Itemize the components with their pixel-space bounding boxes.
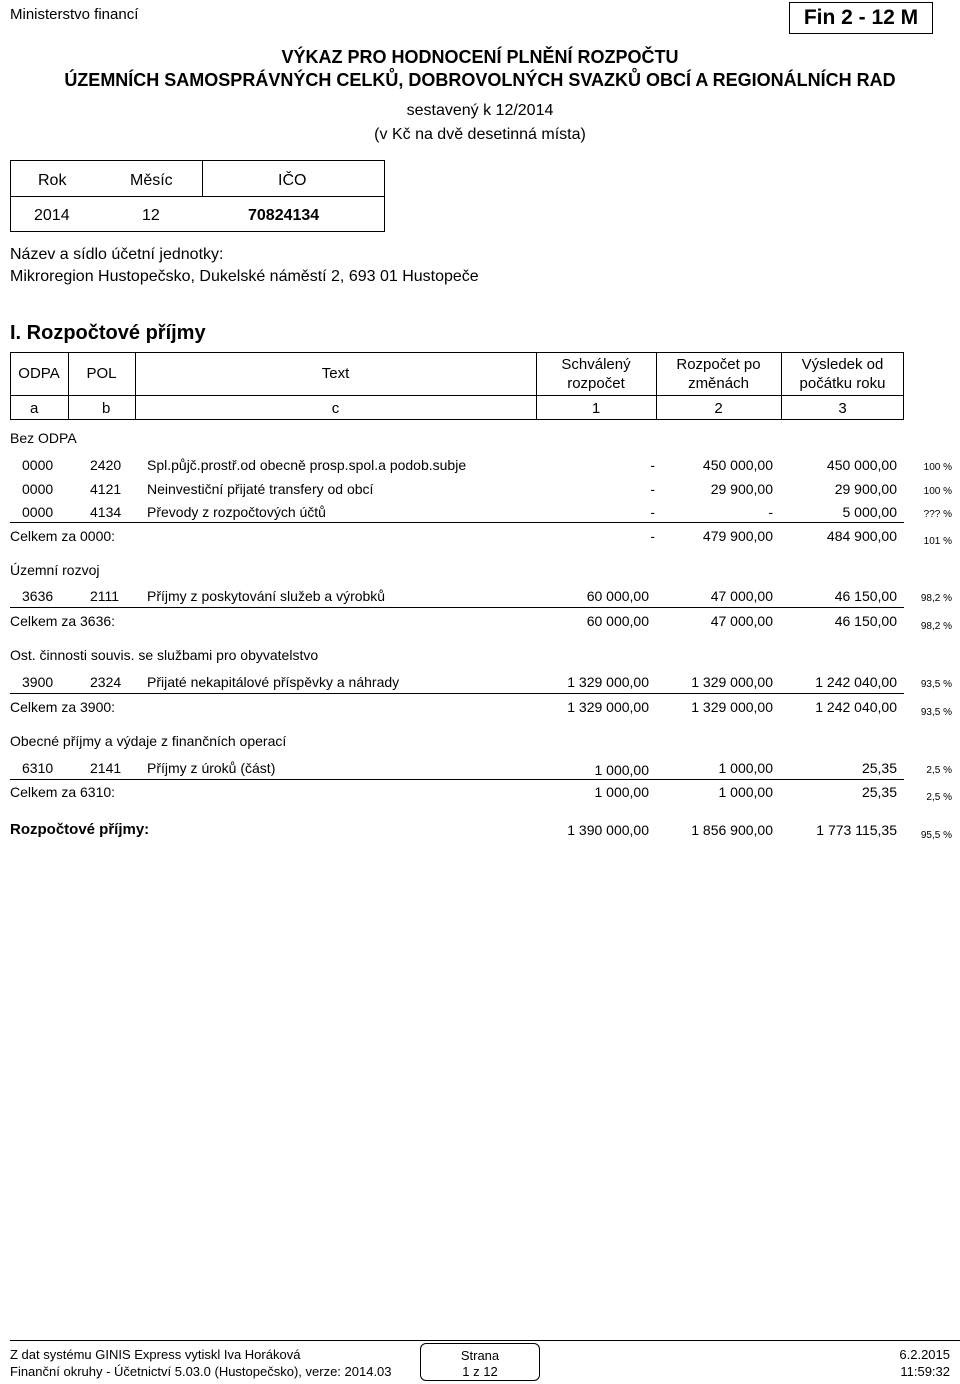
total-po-zmenach: 1 000,00	[718, 784, 773, 800]
table-row	[0, 586, 960, 606]
total-po-zmenach: 47 000,00	[710, 613, 773, 629]
cell-pol: 4121	[90, 481, 122, 497]
total-po-zmenach: 1 329 000,00	[691, 699, 773, 715]
cell-pol: 2141	[90, 760, 122, 776]
cell-percent: 2,5 %	[926, 765, 952, 776]
cell-po-zmenach: 1 000,00	[718, 760, 773, 776]
total-label: Celkem za 0000:	[10, 528, 116, 544]
table-row	[0, 758, 960, 778]
cell-pol: 2324	[90, 674, 122, 690]
grand-total-label: Rozpočtové příjmy:	[10, 821, 150, 838]
grand-total-po-zmenach: 1 856 900,00	[691, 822, 773, 838]
col-code-a: a	[30, 400, 39, 417]
col-code-1: 1	[591, 400, 601, 417]
group-title: Obecné příjmy a výdaje z finančních operací	[10, 733, 287, 749]
cell-percent: 93,5 %	[920, 679, 952, 690]
total-schvaleny: -	[650, 528, 655, 544]
entity-label: Název a sídlo účetní jednotky:	[10, 246, 224, 263]
group-total-row	[0, 697, 960, 717]
cell-odpa: 0000	[22, 457, 54, 473]
grand-total-percent: 95,5 %	[920, 830, 952, 841]
footer-time: 11:59:32	[900, 1364, 950, 1379]
cell-percent: 100 %	[923, 462, 952, 473]
page-label: Strana	[460, 1348, 500, 1363]
cell-schvaleny: 1 329 000,00	[567, 674, 649, 690]
col-vysledek-header: Výsledek od	[801, 356, 884, 373]
cell-text: Příjmy z poskytování služeb a výrobků	[147, 588, 386, 604]
total-schvaleny: 60 000,00	[586, 613, 649, 629]
cell-odpa: 3900	[22, 674, 54, 690]
cell-vysledek: 29 900,00	[834, 481, 897, 497]
report-units: (v Kč na dvě desetinná místa)	[374, 126, 586, 143]
cell-po-zmenach: 450 000,00	[702, 457, 773, 473]
group-total-row	[0, 526, 960, 546]
total-percent: 98,2 %	[920, 621, 952, 632]
footer-date: 6.2.2015	[899, 1347, 950, 1362]
page-number: 1 z 12	[462, 1364, 498, 1379]
total-percent: 101 %	[923, 536, 952, 547]
col-pol-header: POL	[86, 365, 117, 382]
cell-vysledek: 450 000,00	[826, 457, 897, 473]
id-label-month: Měsíc	[130, 172, 173, 189]
cell-odpa: 0000	[22, 481, 54, 497]
cell-schvaleny: 60 000,00	[586, 588, 649, 604]
footer-system-version: Finanční okruhy - Účetnictví 5.03.0 (Hustopečsko), verze: 2014.03	[10, 1364, 392, 1379]
cell-po-zmenach: 29 900,00	[710, 481, 773, 497]
cell-text: Spl.půjč.prostř.od obecně prosp.spol.a podob.subje	[147, 457, 467, 473]
entity-value: Mikroregion Hustopečsko, Dukelské náměstí 2, 693 01 Hustopeče	[10, 268, 479, 285]
total-label: Celkem za 3636:	[10, 613, 116, 629]
cell-text: Neinvestiční přijaté transfery od obcí	[147, 481, 374, 497]
total-vysledek: 1 242 040,00	[815, 699, 897, 715]
cell-schvaleny: -	[650, 481, 655, 497]
total-percent: 2,5 %	[926, 792, 952, 803]
group-total-row	[0, 782, 960, 802]
cell-po-zmenach: 47 000,00	[710, 588, 773, 604]
cell-po-zmenach: 1 329 000,00	[691, 674, 773, 690]
cell-schvaleny: -	[650, 504, 655, 520]
col-vysledek-header-2: počátku roku	[799, 375, 886, 392]
group-title: Bez ODPA	[10, 430, 77, 446]
cell-odpa: 3636	[22, 588, 54, 604]
cell-po-zmenach: -	[768, 504, 773, 520]
section-title: I. Rozpočtové příjmy	[10, 322, 206, 344]
col-po-zmenach-header: Rozpočet po	[676, 356, 761, 373]
col-code-b: b	[102, 400, 111, 417]
col-po-zmenach-header-2: změnách	[688, 375, 749, 392]
grand-total-row	[0, 820, 960, 840]
total-percent: 93,5 %	[920, 707, 952, 718]
grand-total-schvaleny: 1 390 000,00	[567, 822, 649, 838]
footer-printed-by: Z dat systému GINIS Express vytiskl Iva Horáková	[10, 1347, 301, 1362]
page-number-box	[420, 1343, 540, 1381]
id-value-year: 2014	[34, 207, 70, 224]
group-total-row	[0, 611, 960, 631]
table-row	[0, 672, 960, 692]
cell-pol: 2420	[90, 457, 122, 473]
cell-text: Převody z rozpočtových účtů	[147, 504, 326, 520]
col-schvaleny-header-2: rozpočet	[567, 375, 625, 392]
cell-vysledek: 46 150,00	[834, 588, 897, 604]
cell-text: Příjmy z úroků (část)	[147, 760, 276, 776]
table-row	[0, 479, 960, 499]
cell-percent: ??? %	[923, 509, 952, 520]
total-label: Celkem za 3900:	[10, 699, 116, 715]
form-code-box	[789, 2, 933, 34]
ministry-name: Ministerstvo financí	[10, 6, 139, 23]
cell-pol: 2111	[90, 588, 120, 604]
cell-vysledek: 25,35	[861, 760, 897, 776]
total-vysledek: 484 900,00	[826, 528, 897, 544]
id-value-month: 12	[142, 207, 160, 224]
group-title: Územní rozvoj	[10, 562, 100, 578]
col-text-header: Text	[321, 365, 350, 382]
total-vysledek: 46 150,00	[834, 613, 897, 629]
total-po-zmenach: 479 900,00	[702, 528, 773, 544]
table-row	[0, 455, 960, 475]
col-code-c: c	[331, 400, 340, 417]
cell-odpa: 0000	[22, 504, 54, 520]
cell-percent: 98,2 %	[920, 593, 952, 604]
table-row	[0, 502, 960, 522]
cell-odpa: 6310	[22, 760, 54, 776]
total-label: Celkem za 6310:	[10, 784, 116, 800]
report-title-1: VÝKAZ PRO HODNOCENÍ PLNĚNÍ ROZPOČTU	[281, 47, 679, 67]
cell-schvaleny: 1 000,00	[594, 762, 649, 778]
cell-percent: 100 %	[923, 486, 952, 497]
cell-vysledek: 5 000,00	[842, 504, 897, 520]
report-as-of: sestavený k 12/2014	[406, 102, 554, 119]
id-label-ico: IČO	[278, 172, 307, 189]
col-schvaleny-header: Schválený	[561, 356, 631, 373]
total-schvaleny: 1 000,00	[594, 784, 649, 800]
grand-total-vysledek: 1 773 115,35	[816, 822, 897, 838]
col-odpa-header: ODPA	[18, 365, 60, 382]
form-code: Fin 2 - 12 M	[803, 6, 919, 29]
col-code-2: 2	[714, 400, 723, 417]
cell-schvaleny: -	[650, 457, 655, 473]
id-label-year: Rok	[38, 172, 67, 189]
group-title: Ost. činnosti souvis. se službami pro obyvatelstvo	[10, 647, 319, 663]
col-code-3: 3	[838, 400, 847, 417]
id-value-ico: 70824134	[248, 207, 320, 224]
total-vysledek: 25,35	[861, 784, 897, 800]
cell-pol: 4134	[90, 504, 122, 520]
report-title-2: ÚZEMNÍCH SAMOSPRÁVNÝCH CELKŮ, DOBROVOLNÝCH SVAZKŮ OBCÍ A REGIONÁLNÍCH RAD	[64, 70, 896, 90]
total-schvaleny: 1 329 000,00	[567, 699, 649, 715]
cell-vysledek: 1 242 040,00	[815, 674, 897, 690]
cell-text: Přijaté nekapitálové příspěvky a náhrady	[147, 674, 400, 690]
